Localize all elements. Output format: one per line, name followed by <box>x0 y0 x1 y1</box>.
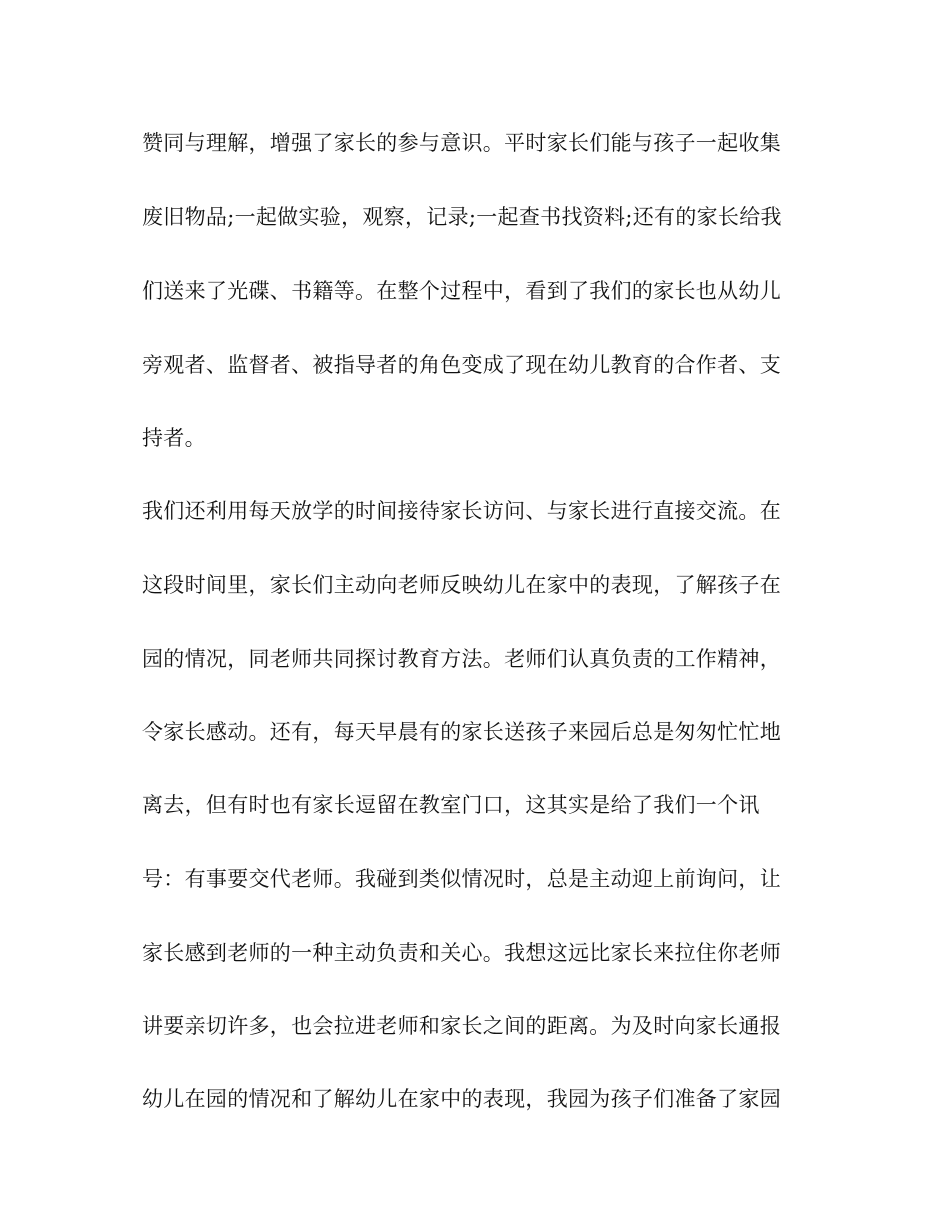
text-line: 离去，但有时也有家长逗留在教室门口，这其实是给了我们一个讯 <box>142 793 760 817</box>
text-line: 园的情况，同老师共同探讨教育方法。老师们认真负责的工作精神， <box>142 647 781 671</box>
text-line: 废旧物品;一起做实验，观察，记录;一起查书找资料;还有的家长给我 <box>142 205 782 229</box>
text-line: 我们还利用每天放学的时间接待家长访问、与家长进行直接交流。在 <box>142 499 781 523</box>
text-line: 家长感到老师的一种主动负责和关心。我想这远比家长来拉住你老师 <box>142 941 781 965</box>
text-line: 讲要亲切许多，也会拉进老师和家长之间的距离。为及时向家长通报 <box>142 1014 781 1038</box>
text-line: 令家长感动。还有，每天早晨有的家长送孩子来园后总是匆匆忙忙地 <box>142 720 781 744</box>
text-line: 赞同与理解，增强了家长的参与意识。平时家长们能与孩子一起收集 <box>142 131 781 155</box>
text-line: 幼儿在园的情况和了解幼儿在家中的表现，我园为孩子们准备了家园 <box>142 1087 781 1111</box>
text-line: 这段时间里，家长们主动向老师反映幼儿在家中的表现，了解孩子在 <box>142 573 781 597</box>
text-line: 旁观者、监督者、被指导者的角色变成了现在幼儿教育的合作者、支 <box>142 353 781 377</box>
text-line: 持者。 <box>142 426 206 450</box>
text-line: 们送来了光碟、书籍等。在整个过程中，看到了我们的家长也从幼儿 <box>142 279 781 303</box>
text-line: 号：有事要交代老师。我碰到类似情况时，总是主动迎上前询问，让 <box>142 867 781 891</box>
